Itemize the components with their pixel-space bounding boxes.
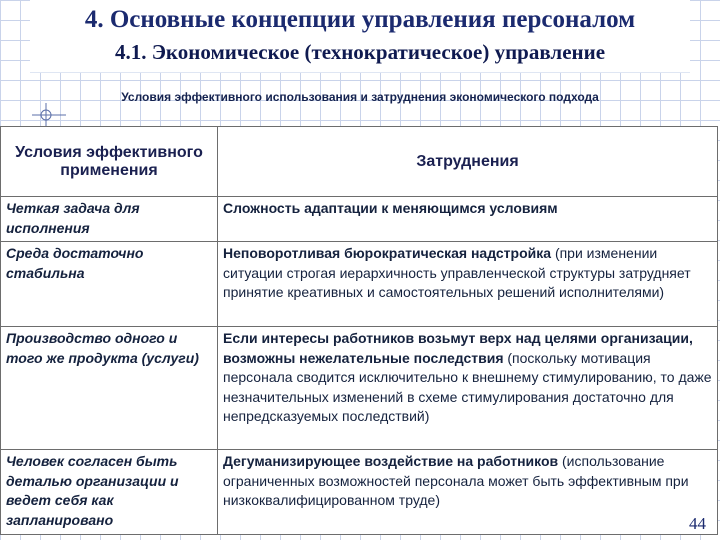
- difficulty-bold: Неповоротливая бюрократическая надстройка: [223, 245, 552, 261]
- condition-cell: Четкая задача для исполнения: [1, 197, 218, 242]
- slide-subtitle: 4.1. Экономическое (технократическое) управление: [114, 40, 606, 64]
- difficulty-bold: Дегуманизирующее воздействие на работников: [223, 453, 559, 469]
- difficulty-note: (при изменении ситуации строгая иерархичность управленческой структуры затрудняет принятие креативных и самостоятельных решений исполнителями): [223, 245, 691, 300]
- conditions-table: [0, 126, 718, 535]
- title-banner: [30, 0, 690, 73]
- difficulty-bold: Если интересы работников возьмут верх над целями организации, возможны нежелательные последствия: [223, 330, 693, 366]
- difficulty-cell: [218, 197, 718, 242]
- difficulty-note: (поскольку мотивация персонала сводится исключительно к внешнему стимулированию, то даже незначительных изменений в схеме стимулирования достаточно для непредсказуемых последствий): [223, 349, 712, 424]
- difficulty-cell: [218, 242, 718, 327]
- difficulty-note: (использование ограниченных возможностей персонала может быть эффективным при низкоквалифицированном труде): [223, 453, 689, 508]
- decorative-pen-icon: [32, 103, 66, 127]
- difficulty-cell: [218, 450, 718, 535]
- difficulty-cell: [218, 327, 718, 450]
- table-row: [1, 197, 718, 242]
- difficulty-bold: Сложность адаптации к меняющимся условиям: [223, 200, 558, 216]
- condition-cell: Среда достаточно стабильна: [1, 242, 218, 327]
- table-row: [1, 450, 718, 535]
- condition-cell: Производство одного и того же продукта (услуги): [1, 327, 218, 450]
- table-row: [1, 327, 718, 450]
- condition-cell: Человек согласен быть деталью организации и ведет себя как запланировано: [1, 450, 218, 535]
- slide-title: 4. Основные концепции управления персоналом: [84, 6, 636, 33]
- header-difficulties: Затруднения: [218, 127, 718, 197]
- page-number: 44: [689, 514, 706, 533]
- table-caption: Условия эффективного использования и затруднения экономического подхода: [121, 90, 599, 104]
- header-conditions: Условия эффективного применения: [1, 127, 218, 197]
- table-row: [1, 242, 718, 327]
- table-header-row: [1, 127, 718, 197]
